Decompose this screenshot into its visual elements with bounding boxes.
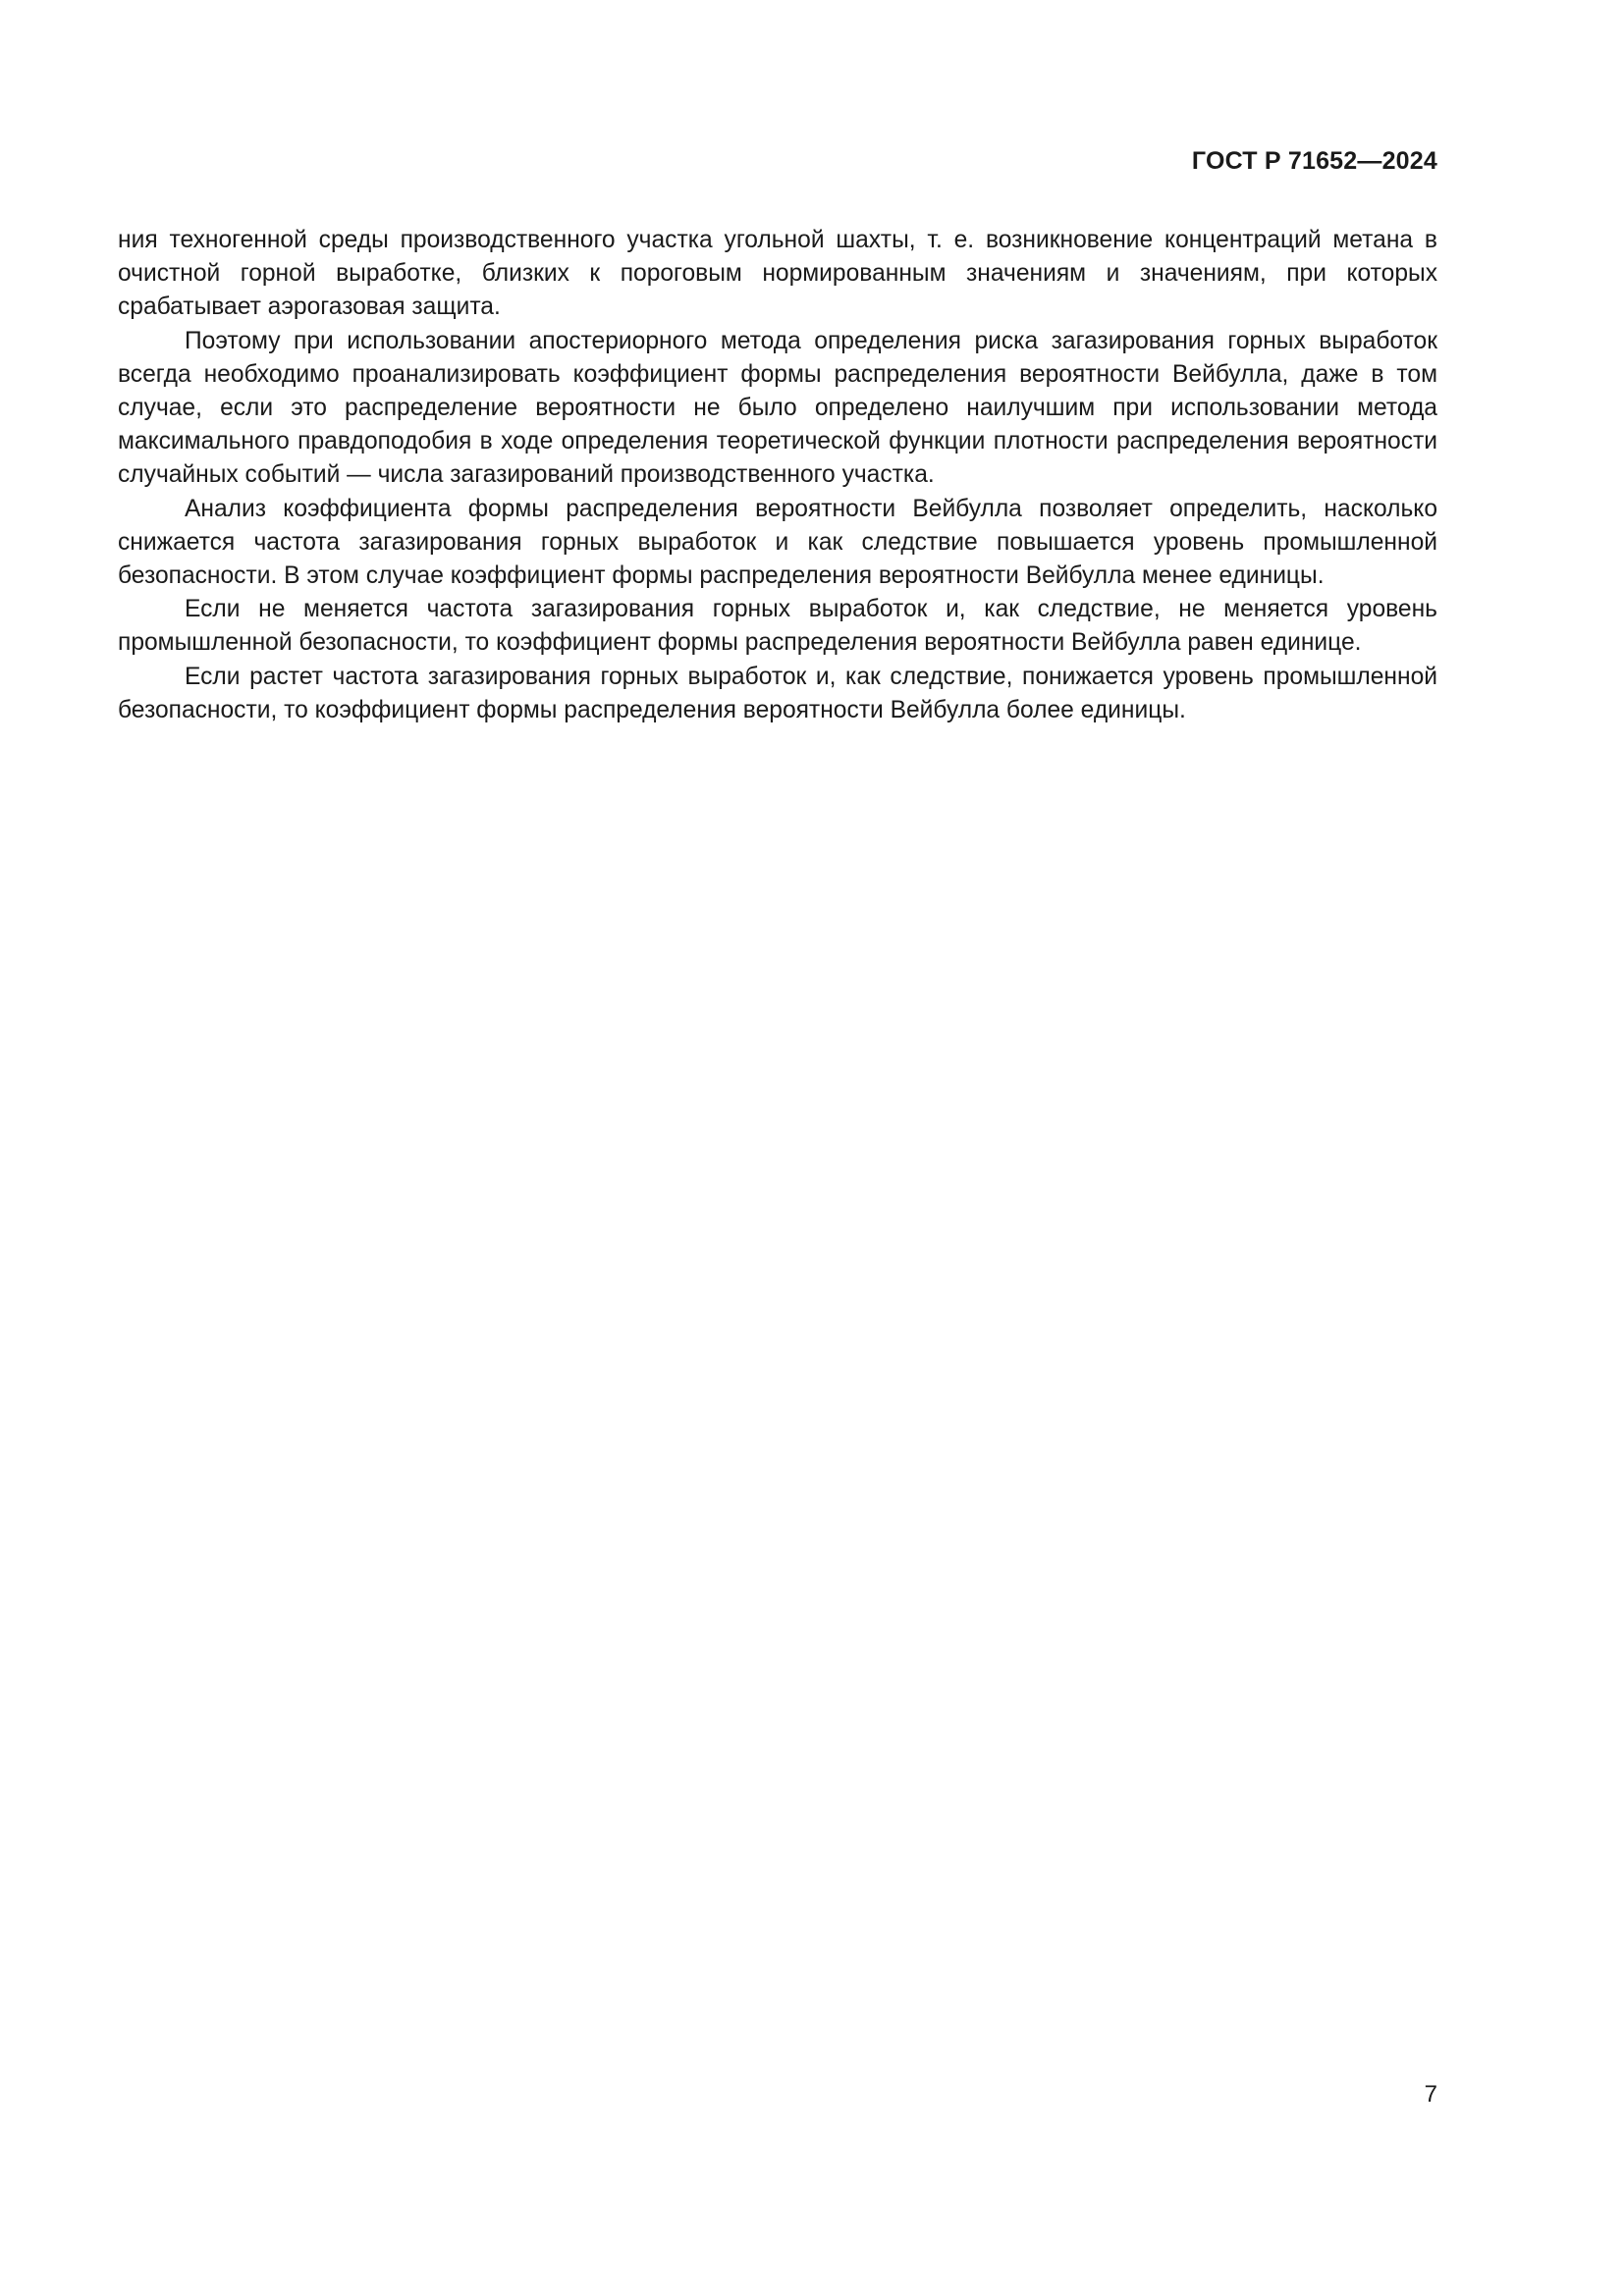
paragraph: Анализ коэффициента формы распределения вероятности Вейбулла позволяет определить, насколько снижается частота загазирования горных выработок и как следствие повышается уровень промышленной безопасности. В этом случае коэффициент формы распределения вероятности Вейбулла менее единицы. [118, 495, 1437, 590]
body-text [118, 224, 1437, 727]
paragraph: Если не меняется частота загазирования горных выработок и, как следствие, не меняется уровень промышленной безопасности, то коэффициент формы распределения вероятности Вейбулла равен единице. [118, 596, 1437, 657]
paragraph: Поэтому при использовании апостериорного метода определения риска загазирования горных выработок всегда необходимо проанализировать коэффициент формы распределения вероятности Вейбулла, даже в том случае, если это распределение вероятности не было определено наилучшим при использовании метода максимального правдоподобия в ходе определения теоретической функции плотности распределения вероятности случайных событий — числа загазирований производственного участка. [118, 327, 1437, 489]
paragraph: Если растет частота загазирования горных выработок и, как следствие, понижается уровень промышленной безопасности, то коэффициент формы распределения вероятности Вейбулла более единицы. [118, 663, 1437, 723]
standard-code-header: ГОСТ Р 71652—2024 [1191, 147, 1437, 175]
page-number: 7 [1424, 2081, 1437, 2108]
paragraph-continuation: ния техногенной среды производственного участка угольной шахты, т. е. возникновение концентраций метана в очистной горной выработке, близких к пороговым нормированным значениям и значениям, при которых срабатывает аэрогазовая защита. [118, 227, 1437, 321]
